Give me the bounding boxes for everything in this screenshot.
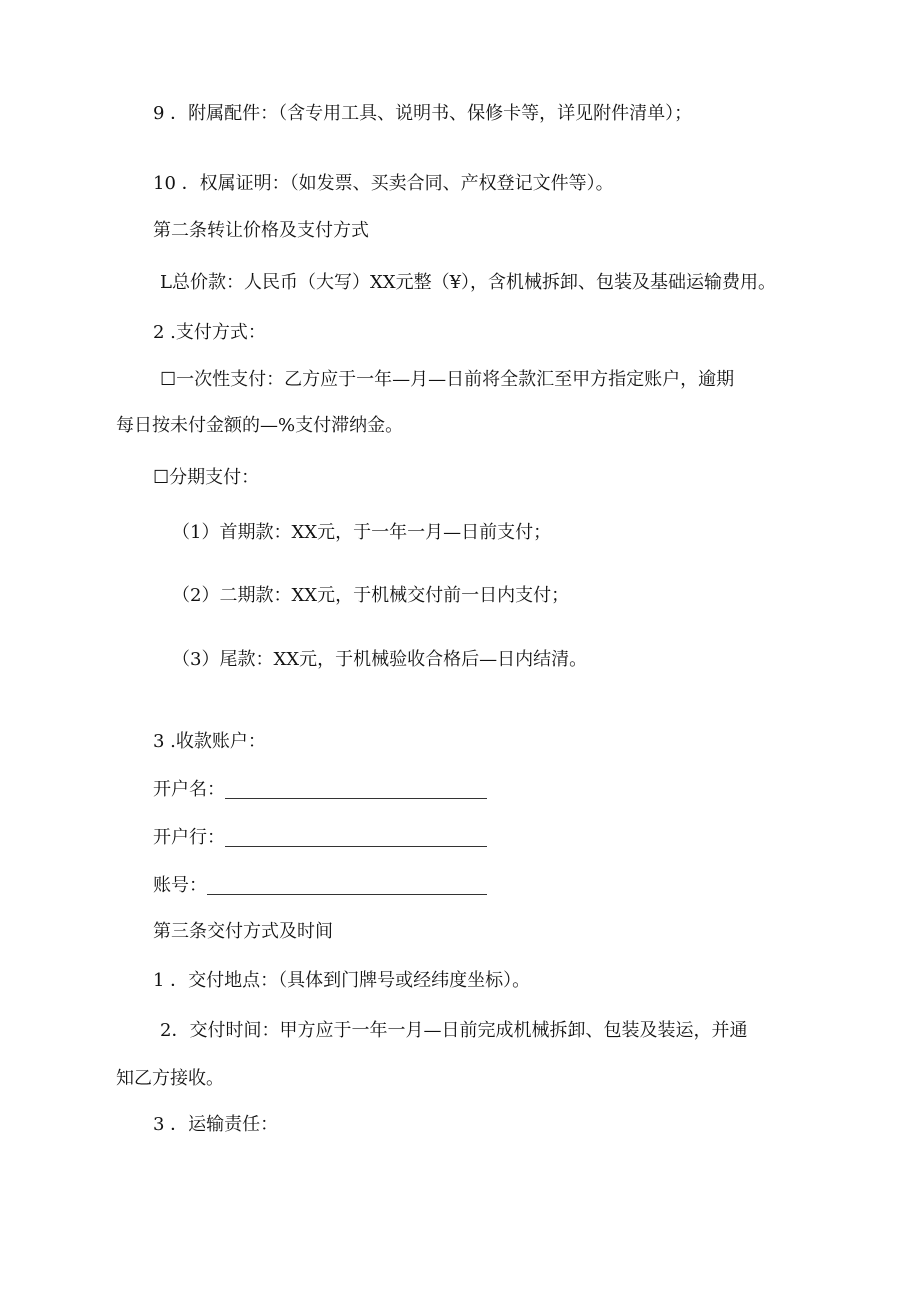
account-bank-label: 开户行：: [153, 827, 225, 848]
account-number-label: 账号：: [153, 875, 207, 896]
total-price-clause: L总价款：人民币（大写）XX元整（¥），含机械拆卸、包装及基础运输费用。: [160, 272, 777, 293]
installment-payment-option: ☐分期支付：: [153, 467, 260, 488]
account-bank-row: [153, 826, 487, 850]
article-2-heading: 第二条转让价格及支付方式: [153, 220, 369, 241]
article-3-heading: 第三条交付方式及时间: [153, 921, 333, 942]
lump-sum-payment-continuation: 每日按未付金额的—%支付滞纳金。: [116, 415, 404, 436]
transport-responsibility-heading: 3 ．运输责任：: [153, 1114, 279, 1135]
installment-1: （1）首期款：XX元，于一年一月—日前支付；: [172, 522, 552, 543]
delivery-time-continuation: 知乙方接收。: [116, 1068, 224, 1089]
installment-2: （2）二期款：XX元，于机械交付前一日内支付；: [172, 585, 570, 606]
receiving-account-heading: 3 .收款账户：: [153, 731, 266, 752]
account-bank-blank[interactable]: [225, 828, 487, 847]
item-9-accessories: 9 ．附属配件：（含专用工具、说明书、保修卡等，详见附件清单）；: [153, 103, 693, 124]
item-10-ownership-proof: 10 ．权属证明：（如发票、买卖合同、产权登记文件等）。: [153, 173, 614, 194]
account-name-label: 开户名：: [153, 779, 225, 800]
installment-final: （3）尾款：XX元，于机械验收合格后—日内结清。: [172, 649, 588, 670]
account-number-row: [153, 874, 487, 898]
account-number-blank[interactable]: [207, 876, 487, 895]
account-name-blank[interactable]: [225, 780, 487, 799]
account-name-row: [153, 778, 487, 802]
payment-method-heading: 2 .支付方式：: [153, 322, 266, 343]
delivery-location: 1 ．交付地点：（具体到门牌号或经纬度坐标）。: [153, 970, 531, 991]
delivery-time: 2．交付时间：甲方应于一年一月—日前完成机械拆卸、包装及装运，并通: [160, 1020, 748, 1041]
lump-sum-payment-option: ☐一次性支付：乙方应于一年—月—日前将全款汇至甲方指定账户，逾期: [160, 369, 735, 390]
